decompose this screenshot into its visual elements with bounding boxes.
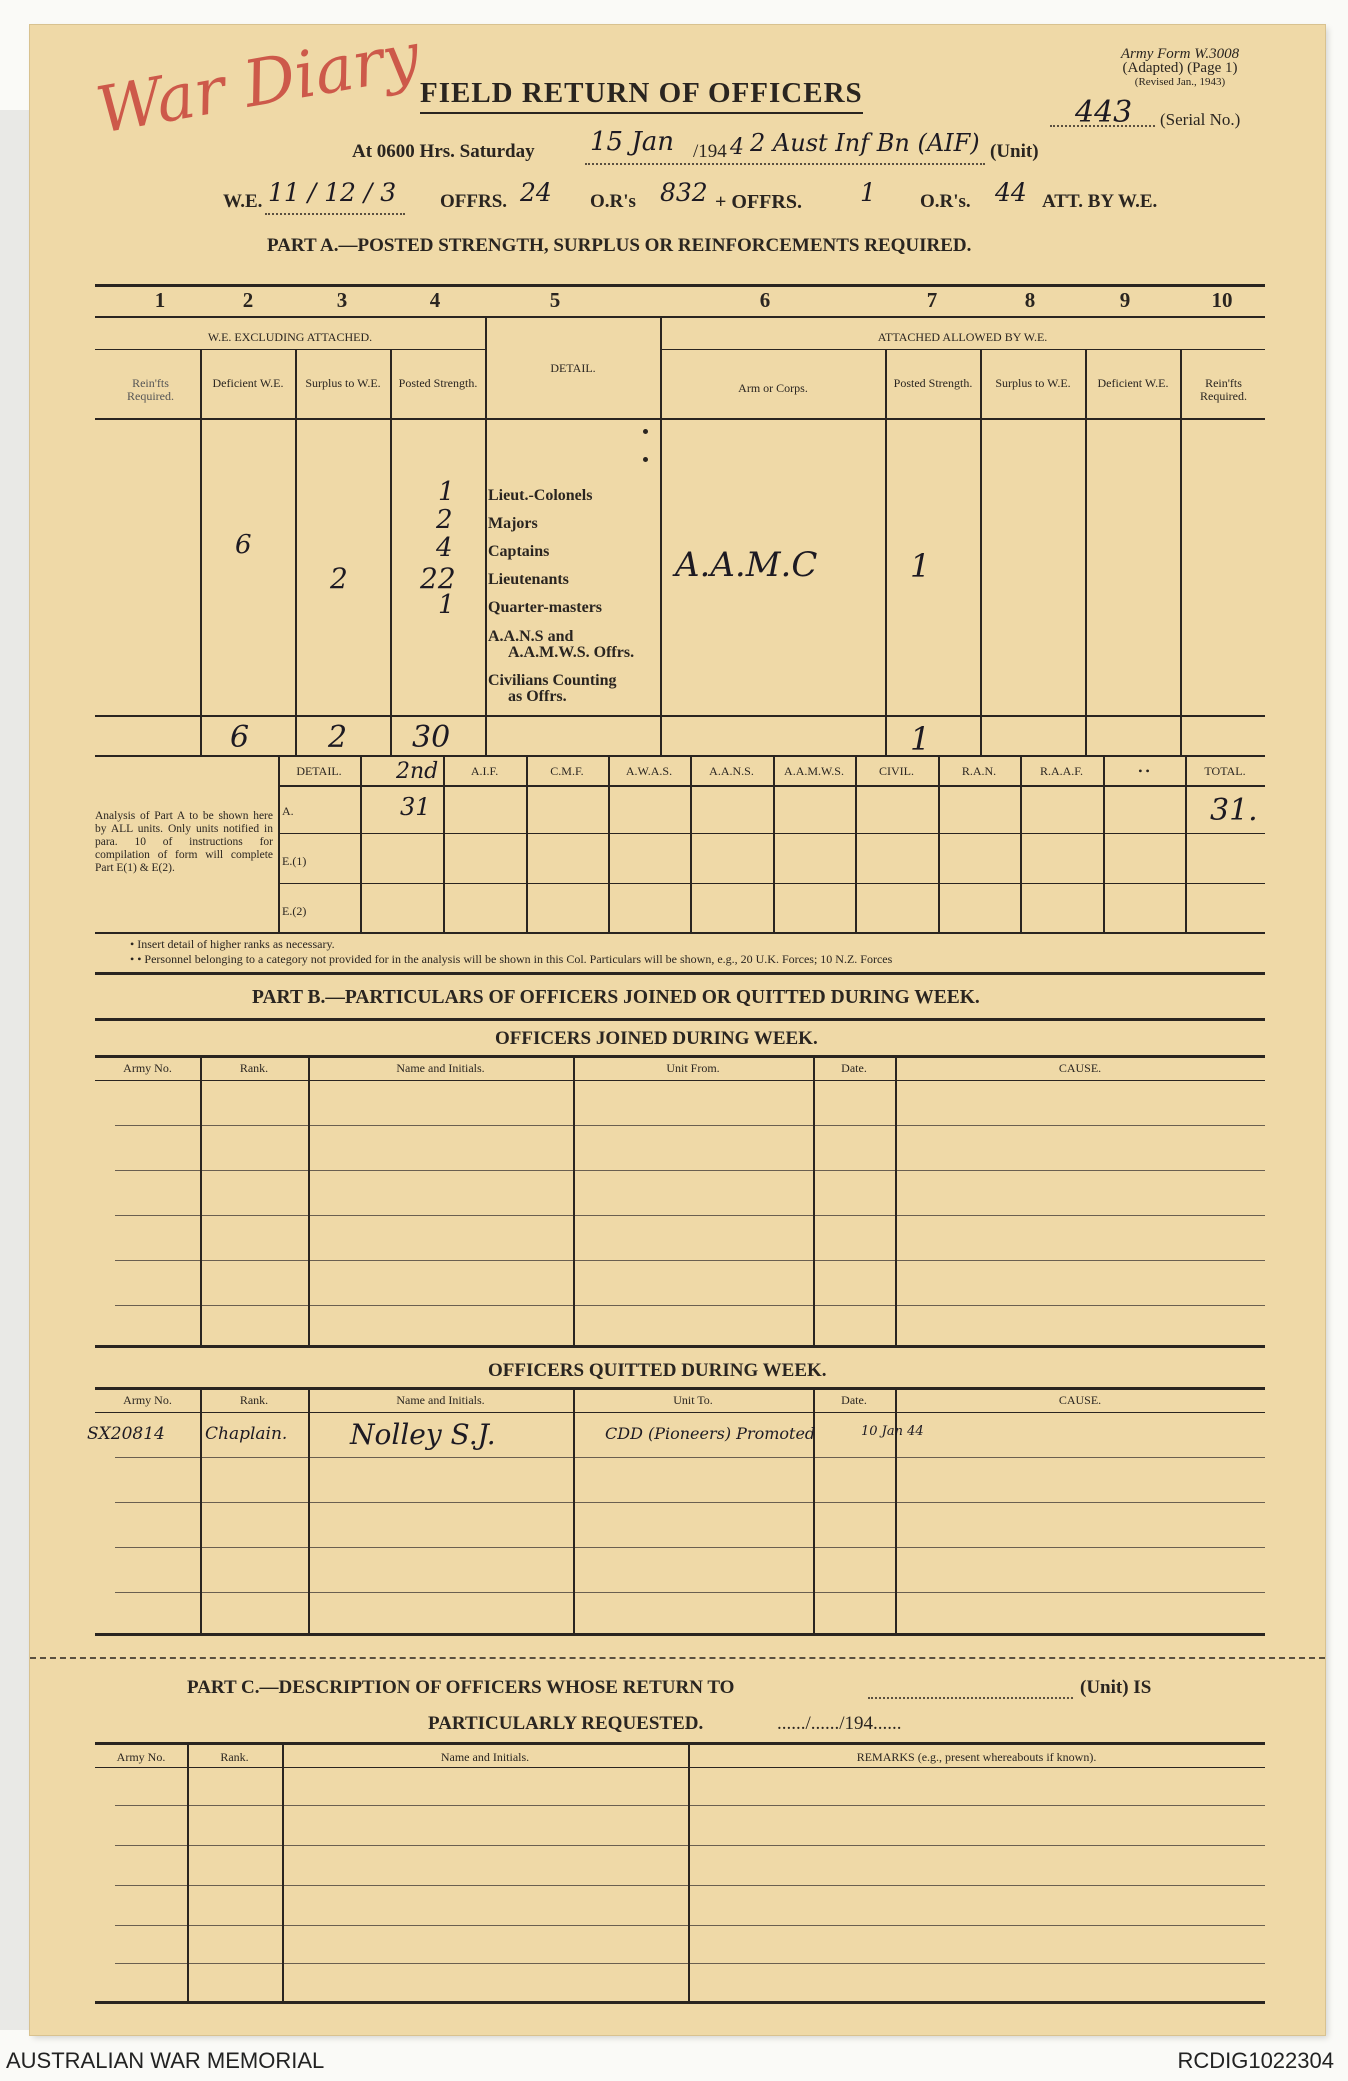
analysis-divider bbox=[278, 757, 280, 932]
analysis-col-total: TOTAL. bbox=[1204, 764, 1246, 778]
header-arm-corps: Arm or Corps. bbox=[738, 381, 808, 395]
col-divider bbox=[485, 316, 487, 755]
joined-divider bbox=[573, 1058, 575, 1345]
header-att-surplus: Surplus to W.E. bbox=[995, 376, 1071, 390]
serial-number-value: 443 bbox=[1075, 95, 1133, 130]
part-c-heading: PART C.—DESCRIPTION OF OFFICERS WHOSE RETURN TO bbox=[187, 1677, 735, 1698]
scan-margin bbox=[0, 110, 31, 2030]
analysis-a-total-value: 31. bbox=[1210, 793, 1258, 828]
joined-row-rule bbox=[115, 1215, 1265, 1216]
att-ors-label: O.R's. bbox=[920, 191, 971, 212]
joined-header-rule bbox=[95, 1080, 1265, 1081]
form-adapted: (Adapted) (Page 1) bbox=[1122, 60, 1238, 76]
header-posted: Posted Strength. bbox=[398, 376, 478, 390]
col-number: 6 bbox=[759, 288, 771, 312]
quitted-name: Nolley S.J. bbox=[350, 1418, 496, 1451]
part-a-total-rule bbox=[95, 715, 1265, 717]
posted-lieutenants: 22 bbox=[420, 562, 456, 595]
part-c-requested: PARTICULARLY REQUESTED. bbox=[428, 1713, 704, 1734]
analysis-divider bbox=[1020, 757, 1022, 932]
higher-rank-bullet bbox=[643, 457, 648, 462]
analysis-col-awas: A.W.A.S. bbox=[625, 764, 673, 778]
total-posted: 30 bbox=[412, 720, 451, 755]
footer-archive-id: RCDIG1022304 bbox=[1177, 2048, 1334, 2073]
part-b-rule bbox=[95, 1018, 1265, 1021]
group-right-rule bbox=[660, 349, 1265, 350]
analysis-col-raaf: R.A.A.F. bbox=[1039, 764, 1084, 778]
part-c-col-name: Name and Initials. bbox=[440, 1750, 530, 1764]
part-c-divider bbox=[282, 1745, 284, 2001]
joined-divider bbox=[895, 1058, 897, 1345]
perforation-line bbox=[30, 1657, 1325, 1659]
group-we-excluding: W.E. EXCLUDING ATTACHED. bbox=[207, 330, 373, 344]
report-date: 15 Jan bbox=[590, 127, 675, 157]
footnote-other-personnel: • • Personnel belonging to a category not provided for in the analysis will be shown in this Col. Particulars will be shown, e.g., 20 U.K. Forces; 10 N.Z. Forces bbox=[130, 952, 893, 966]
rank-quarter-masters: Quarter-masters bbox=[488, 599, 603, 616]
analysis-col-aamws: A.A.M.W.S. bbox=[784, 764, 844, 778]
rank-captains: Captains bbox=[488, 543, 550, 560]
att-by-we-label: ATT. BY W.E. bbox=[1042, 191, 1158, 212]
analysis-col-aans: A.A.N.S. bbox=[709, 764, 754, 778]
part-a-colnum-rule bbox=[95, 316, 1265, 318]
army-form-sheet bbox=[30, 19, 1325, 2035]
rank-civilians: Civilians Counting bbox=[488, 672, 617, 689]
joined-heading: OFFICERS JOINED DURING WEEK. bbox=[495, 1028, 818, 1049]
analysis-col-civil: CIVIL. bbox=[879, 764, 914, 778]
quitted-heading: OFFICERS QUITTED DURING WEEK. bbox=[488, 1360, 827, 1381]
total-att-posted: 1 bbox=[910, 720, 931, 758]
analysis-divider bbox=[773, 757, 775, 932]
quitted-rank: Chaplain. bbox=[205, 1424, 288, 1444]
quitted-row-rule bbox=[115, 1457, 1265, 1458]
analysis-aif-overwrite: 2nd bbox=[396, 759, 439, 784]
header-deficient: Deficient W.E. bbox=[212, 376, 284, 390]
quitted-col-cause: CAUSE. bbox=[1058, 1393, 1102, 1407]
quitted-row-rule bbox=[115, 1547, 1265, 1548]
quitted-divider bbox=[308, 1390, 310, 1633]
quitted-col-army-no: Army No. bbox=[123, 1393, 172, 1407]
rank-lieutenants: Lieutenants bbox=[488, 571, 569, 588]
col-divider bbox=[295, 349, 297, 755]
ors-value: 832 bbox=[660, 178, 708, 207]
analysis-row-a: A. bbox=[282, 804, 294, 818]
analysis-divider bbox=[608, 757, 610, 932]
col-divider bbox=[885, 349, 887, 755]
serial-dots bbox=[1050, 125, 1155, 127]
quitted-col-unit-to: Unit To. bbox=[673, 1393, 713, 1407]
analysis-row-rule bbox=[278, 883, 1265, 884]
part-c-row-rule bbox=[115, 1925, 1265, 1926]
we-dots bbox=[265, 213, 405, 215]
part-a-header-rule bbox=[95, 418, 1265, 420]
col-number: 8 bbox=[1024, 288, 1036, 312]
total-surplus: 2 bbox=[328, 720, 348, 755]
joined-bottom-rule bbox=[95, 1345, 1265, 1348]
col-number: 2 bbox=[242, 288, 254, 312]
part-c-date: ....../....../194...... bbox=[777, 1713, 902, 1734]
part-c-divider bbox=[688, 1745, 690, 2001]
analysis-divider bbox=[938, 757, 940, 932]
quitted-col-name: Name and Initials. bbox=[396, 1393, 485, 1407]
part-c-row-rule bbox=[115, 1805, 1265, 1806]
analysis-divider bbox=[1103, 757, 1105, 932]
group-attached-allowed: ATTACHED ALLOWED BY W.E. bbox=[877, 330, 1048, 344]
header-att-reinfts: Rein'fts Required. bbox=[1200, 376, 1247, 403]
analysis-divider bbox=[360, 757, 362, 932]
joined-col-name: Name and Initials. bbox=[396, 1061, 485, 1075]
analysis-col-ran: R.A.N. bbox=[961, 764, 997, 778]
col-divider bbox=[1180, 349, 1182, 755]
year-digit: 4 bbox=[730, 135, 744, 160]
joined-row-rule bbox=[115, 1170, 1265, 1171]
quitted-table bbox=[87, 1390, 1265, 1660]
quitted-col-rank: Rank. bbox=[239, 1393, 269, 1407]
quitted-divider bbox=[573, 1390, 575, 1633]
posted-lieut-colonels: 1 bbox=[438, 477, 455, 507]
form-identifier bbox=[1065, 47, 1295, 89]
part-c-table bbox=[95, 1745, 1265, 2005]
analysis-divider bbox=[690, 757, 692, 932]
joined-col-unit-from: Unit From. bbox=[666, 1061, 720, 1075]
rank-aans: A.A.N.S and bbox=[488, 628, 574, 645]
quitted-bottom-rule bbox=[95, 1633, 1265, 1636]
arm-corps-value: A.A.M.C bbox=[675, 545, 818, 585]
higher-rank-bullet bbox=[643, 429, 648, 434]
att-posted-value: 1 bbox=[910, 547, 931, 585]
offrs-label: OFFRS. bbox=[440, 191, 508, 212]
joined-table bbox=[95, 1058, 1265, 1348]
col-number: 10 bbox=[1211, 288, 1233, 312]
unit-label: (Unit) bbox=[990, 141, 1039, 162]
quitted-unit-to: CDD (Pioneers) Promoted bbox=[605, 1424, 816, 1443]
quitted-header-rule bbox=[95, 1412, 1265, 1413]
posted-majors: 2 bbox=[436, 505, 453, 535]
analysis-col-aif: A.I.F. bbox=[470, 764, 499, 778]
joined-divider bbox=[200, 1058, 202, 1345]
part-c-bottom-rule bbox=[95, 2001, 1265, 2004]
we-label: W.E. bbox=[223, 191, 263, 212]
part-a-top-rule bbox=[95, 284, 1265, 287]
analysis-bottom-rule bbox=[95, 932, 1265, 934]
col-divider bbox=[980, 349, 982, 755]
col-number: 9 bbox=[1119, 288, 1131, 312]
quitted-divider bbox=[200, 1390, 202, 1633]
header-att-deficient: Deficient W.E. bbox=[1097, 376, 1169, 390]
part-c-row-rule bbox=[115, 1963, 1265, 1964]
analysis-divider bbox=[443, 757, 445, 932]
form-number: Army Form W.3008 bbox=[1120, 46, 1240, 62]
unit-name-value: 2 Aust Inf Bn (AIF) bbox=[750, 129, 980, 157]
col-number: 4 bbox=[429, 288, 441, 312]
page-title: FIELD RETURN OF OFFICERS bbox=[420, 77, 863, 114]
footnote-higher-ranks: • Insert detail of higher ranks as necessary. bbox=[130, 937, 335, 951]
joined-row-rule bbox=[115, 1305, 1265, 1306]
header-att-posted: Posted Strength. bbox=[893, 376, 973, 390]
analysis-detail-header: DETAIL. bbox=[296, 764, 342, 778]
col-divider bbox=[1085, 349, 1087, 755]
plus-offrs-label: + OFFRS. bbox=[715, 191, 802, 213]
rank-majors: Majors bbox=[488, 515, 538, 532]
part-c-col-rank: Rank. bbox=[220, 1750, 249, 1764]
analysis-row-e2: E.(2) bbox=[282, 904, 307, 918]
quitted-row-rule bbox=[115, 1592, 1265, 1593]
analysis-divider bbox=[526, 757, 528, 932]
joined-col-army-no: Army No. bbox=[123, 1061, 172, 1075]
deficient-value: 6 bbox=[235, 530, 252, 560]
rank-civilians-as-offrs: as Offrs. bbox=[508, 688, 567, 705]
quitted-row-rule bbox=[115, 1502, 1265, 1503]
part-b-heading: PART B.—PARTICULARS OF OFFICERS JOINED OR QUITTED DURING WEEK. bbox=[252, 987, 980, 1008]
joined-row-rule bbox=[115, 1260, 1265, 1261]
serial-label: (Serial No.) bbox=[1160, 110, 1241, 129]
part-c-unit-label: (Unit) IS bbox=[1080, 1677, 1152, 1698]
quitted-col-date: Date. bbox=[841, 1393, 867, 1407]
footnote-rule bbox=[95, 972, 1265, 975]
part-c-unit-dots bbox=[868, 1697, 1073, 1699]
col-number: 3 bbox=[336, 288, 348, 312]
col-number: 7 bbox=[926, 288, 938, 312]
rank-lieut-colonels: Lieut.-Colonels bbox=[488, 487, 593, 504]
analysis-col-other: • • bbox=[1138, 764, 1150, 778]
analysis-col-cmf: C.M.F. bbox=[550, 764, 584, 778]
part-c-header-rule bbox=[95, 1767, 1265, 1768]
part-a-bottom-rule bbox=[95, 755, 1265, 757]
part-c-row-rule bbox=[115, 1845, 1265, 1846]
posted-captains: 4 bbox=[436, 533, 453, 563]
part-c-row-rule bbox=[115, 1885, 1265, 1886]
footer-archive-name: AUSTRALIAN WAR MEMORIAL bbox=[6, 2048, 325, 2073]
part-c-col-remarks: REMARKS (e.g., present whereabouts if known). bbox=[856, 1750, 1097, 1764]
part-c-divider bbox=[187, 1745, 189, 2001]
form-revised: (Revised Jan., 1943) bbox=[1134, 76, 1226, 88]
total-deficient: 6 bbox=[230, 720, 250, 755]
rank-aamws: A.A.M.W.S. Offrs. bbox=[508, 644, 635, 661]
col-number: 5 bbox=[549, 288, 561, 312]
date-unit-dots bbox=[585, 163, 985, 165]
analysis-row-rule bbox=[278, 833, 1265, 834]
joined-col-cause: CAUSE. bbox=[1058, 1061, 1102, 1075]
header-surplus: Surplus to W.E. bbox=[305, 376, 381, 390]
at-hours-label: At 0600 Hrs. Saturday bbox=[352, 141, 535, 162]
analysis-a-aif-value: 31 bbox=[400, 793, 431, 821]
war-diary-annotation: War Diary bbox=[91, 19, 425, 149]
year-prefix: /194 bbox=[693, 141, 727, 162]
joined-divider bbox=[308, 1058, 310, 1345]
header-reinfts: Rein'fts Required. bbox=[127, 376, 174, 403]
joined-col-rank: Rank. bbox=[239, 1061, 269, 1075]
analysis-header-rule bbox=[278, 785, 1265, 787]
we-value: 11 / 12 / 3 bbox=[268, 178, 397, 207]
att-offrs-value: 1 bbox=[860, 178, 876, 207]
group-left-rule bbox=[95, 349, 485, 350]
analysis-divider bbox=[855, 757, 857, 932]
part-a-heading: PART A.—POSTED STRENGTH, SURPLUS OR REINFORCEMENTS REQUIRED. bbox=[267, 235, 972, 256]
analysis-note: Analysis of Part A to be shown here by ALL units. Only units notified in para. 10 of instructions for compilation of form will complete Part E(1) & E(2). bbox=[95, 810, 273, 874]
part-c-col-army-no: Army No. bbox=[116, 1750, 166, 1764]
quitted-date: 10 Jan 44 bbox=[861, 1424, 924, 1439]
offrs-value: 24 bbox=[520, 178, 552, 207]
att-ors-value: 44 bbox=[995, 178, 1027, 207]
joined-row-rule bbox=[115, 1125, 1265, 1126]
col-divider bbox=[390, 349, 392, 755]
joined-divider bbox=[813, 1058, 815, 1345]
header-detail: DETAIL. bbox=[550, 361, 596, 375]
col-number: 1 bbox=[154, 288, 166, 312]
col-divider bbox=[200, 349, 202, 755]
surplus-value: 2 bbox=[330, 562, 348, 595]
ors-label: O.R's bbox=[590, 191, 636, 212]
posted-quarter-masters: 1 bbox=[438, 590, 455, 620]
analysis-row-e1: E.(1) bbox=[282, 854, 307, 868]
quitted-army-no: SX20814 bbox=[87, 1424, 165, 1444]
analysis-divider bbox=[1185, 757, 1187, 932]
joined-col-date: Date. bbox=[841, 1061, 867, 1075]
